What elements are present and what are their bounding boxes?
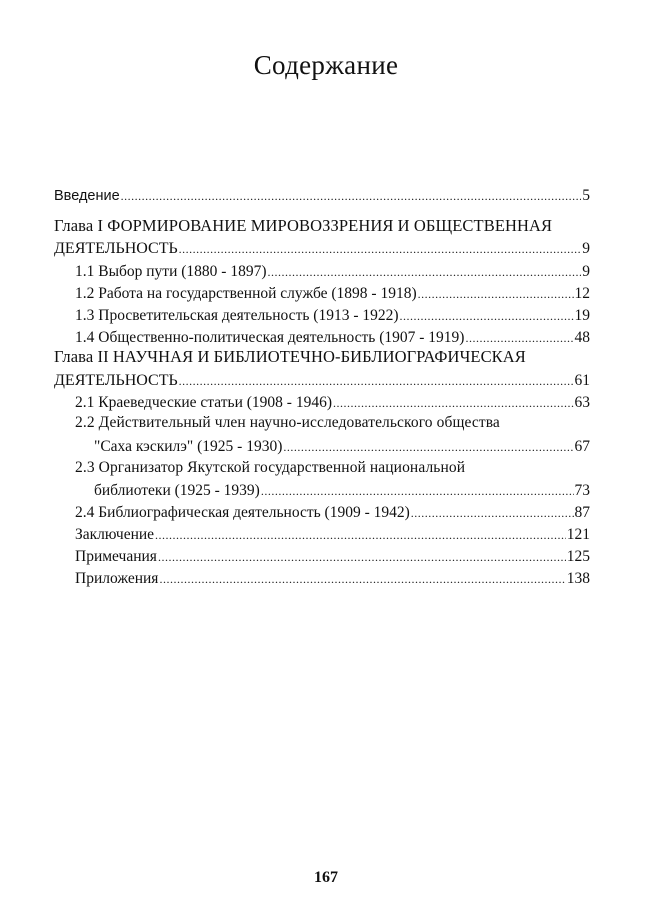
toc-entry-2-2[interactable]	[94, 438, 590, 458]
toc-entry-chapter-2[interactable]	[54, 372, 590, 392]
toc-entry-2-3[interactable]	[94, 482, 590, 502]
toc-entry-conclusion[interactable]	[75, 526, 590, 546]
leader-dots	[465, 331, 573, 346]
toc-entry-label: Примечания	[75, 548, 157, 565]
toc-entry-page: 61	[574, 372, 590, 389]
toc-entry-page: 121	[566, 526, 590, 543]
toc-entry-2-4[interactable]	[75, 504, 590, 524]
toc-entry-label: Приложения	[75, 570, 159, 587]
toc-entry-label: 1.4 Общественно-политическая деятельность (1907 - 1919)	[75, 329, 465, 346]
toc-entry-1-1[interactable]	[75, 263, 590, 283]
toc-chapter-2-heading: Глава II НАУЧНАЯ И БИБЛИОТЕЧНО-БИБЛИОГРАФИЧЕСКАЯ	[54, 347, 526, 366]
leader-dots	[411, 506, 574, 521]
toc-entry-1-2[interactable]	[75, 285, 590, 305]
toc-entry-2-2-line1: 2.2 Действительный член научно-исследовательского общества	[75, 414, 500, 431]
toc-entry-2-3-line1: 2.3 Организатор Якутской государственной национальной	[75, 459, 466, 476]
toc-entry-label: библиотеки (1925 - 1939)	[94, 482, 260, 499]
leader-dots	[158, 550, 566, 565]
toc-entry-page: 9	[582, 240, 590, 257]
toc-entry-page: 125	[566, 548, 590, 565]
toc-chapter-1-heading: Глава I ФОРМИРОВАНИЕ МИРОВОЗЗРЕНИЯ И ОБЩЕСТВЕННАЯ	[54, 216, 553, 235]
leader-dots	[261, 484, 574, 499]
toc-entry-label: ДЕЯТЕЛЬНОСТЬ	[54, 372, 178, 389]
leader-dots	[333, 396, 574, 411]
toc-entry-intro[interactable]	[54, 187, 590, 207]
toc-entry-label: Введение	[54, 188, 120, 204]
toc-entry-notes[interactable]	[75, 548, 590, 568]
toc-entry-label: ДЕЯТЕЛЬНОСТЬ	[54, 240, 178, 257]
toc-entry-page: 138	[566, 570, 590, 587]
leader-dots	[268, 265, 582, 280]
toc-entry-2-1[interactable]	[75, 394, 590, 414]
page-number: 167	[314, 869, 338, 886]
leader-dots	[121, 189, 582, 204]
toc-entry-page: 5	[582, 187, 590, 204]
toc-entry-chapter-1[interactable]	[54, 240, 590, 260]
toc-entry-label: 1.3 Просветительская деятельность (1913 - 1922)	[75, 307, 399, 324]
leader-dots	[400, 309, 574, 324]
leader-dots	[155, 528, 566, 543]
toc-entry-page: 9	[582, 263, 590, 280]
leader-dots	[179, 242, 582, 257]
toc-entry-page: 67	[574, 438, 590, 455]
leader-dots	[159, 572, 565, 587]
toc-entry-page: 19	[574, 307, 590, 324]
toc-entry-label: 2.4 Библиографическая деятельность (1909 - 1942)	[75, 504, 410, 521]
page-title: Содержание	[253, 50, 399, 80]
toc-entry-page: 73	[574, 482, 590, 499]
toc-entry-appendices[interactable]	[75, 570, 590, 590]
leader-dots	[179, 374, 574, 389]
toc-entry-page: 48	[574, 329, 590, 346]
toc-entry-label: 1.2 Работа на государственной службе (1898 - 1918)	[75, 285, 417, 302]
toc-entry-1-3[interactable]	[75, 307, 590, 327]
leader-dots	[283, 440, 573, 455]
toc-entry-label: 1.1 Выбор пути (1880 - 1897)	[75, 263, 267, 280]
toc-entry-page: 63	[574, 394, 590, 411]
toc-entry-label: Заключение	[75, 526, 155, 543]
toc-entry-page: 12	[574, 285, 590, 302]
toc-entry-label: "Саха кэскилэ" (1925 - 1930)	[94, 438, 283, 455]
toc-entry-label: 2.1 Краеведческие статьи (1908 - 1946)	[75, 394, 332, 411]
toc-entry-page: 87	[574, 504, 590, 521]
toc-entry-1-4[interactable]	[75, 329, 590, 349]
leader-dots	[418, 287, 574, 302]
